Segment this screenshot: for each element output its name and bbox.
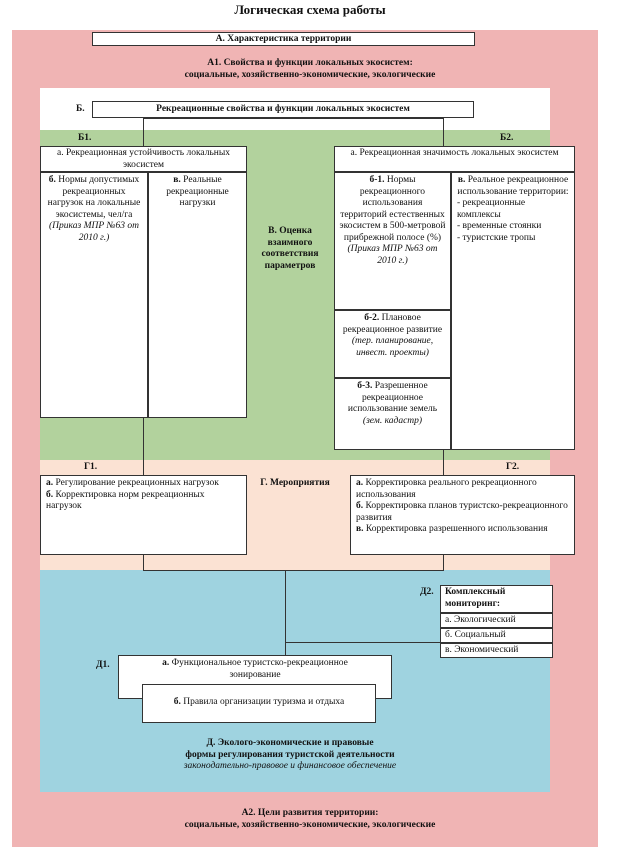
a2-text	[40, 808, 580, 831]
b2-v-item: - временные стоянки	[457, 221, 542, 231]
b2-b1-ref: (Приказ МПР №63 от 2010 г.)	[347, 244, 438, 266]
d1-a-text: Функциональное туристско-рекреационное зонирование	[171, 658, 348, 680]
g2-box	[350, 475, 575, 555]
a1-line1: А1. Свойства и функции локальных экосистем:	[207, 58, 413, 68]
d-line1: Д. Эколого-экономические и правовые	[206, 738, 374, 748]
a2-line2: социальные, хозяйственно-экономические, экологические	[184, 819, 436, 830]
b2-b1-text: Нормы рекреационного использования территорий естественных экосистем в 500-метровой прибрежной полосе (%)	[339, 175, 446, 243]
g2-v-text: Корректировка разрешенного использования	[365, 524, 548, 534]
connector-line	[285, 642, 440, 643]
connector-line	[443, 118, 444, 146]
g1-b-text: Корректировка норм рекреационных нагрузок	[46, 489, 205, 511]
b1-b-box	[40, 172, 148, 418]
d1-b-text: Правила организации туризма и отдыха	[183, 697, 345, 707]
connector-line	[443, 450, 444, 475]
g2-a-letter: а.	[356, 478, 364, 488]
b2-b1-box	[334, 172, 451, 310]
g1-letter: Г1.	[84, 462, 98, 472]
v-assessment-text	[250, 226, 330, 272]
d-line3: законодательно-правовое и финансовое обеспечение	[183, 761, 397, 771]
b2-b3-letter: б-3.	[357, 381, 373, 391]
d-text	[100, 738, 480, 773]
b1-v-letter: в.	[173, 175, 181, 185]
d2-letter: Д2.	[420, 587, 434, 597]
b2-a-box: а. Рекреационная значимость локальных экосистем	[334, 146, 575, 172]
g1-b	[46, 490, 241, 513]
b1-b-letter: б.	[48, 175, 56, 185]
b-title-box: Рекреационные свойства и функции локальных экосистем	[92, 101, 474, 118]
d2-item: а. Экологический	[440, 613, 553, 628]
g2-b-letter: б.	[356, 501, 364, 511]
b2-b2-letter: б-2.	[364, 313, 380, 323]
g1-a-letter: а.	[46, 478, 54, 488]
a2-line1: А2. Цели развития территории:	[241, 808, 379, 818]
g1-a-text: Регулирование рекреационных нагрузок	[55, 478, 219, 488]
connector-line	[143, 118, 144, 146]
d1-a-letter: а.	[162, 658, 170, 668]
page-title: Логическая схема работы	[234, 2, 386, 17]
b2-letter: Б2.	[500, 133, 514, 143]
v-line2: взаимного	[267, 237, 313, 248]
g2-b	[356, 501, 569, 524]
b2-v-item: - рекреационные комплексы	[457, 198, 526, 220]
b2-v-text: Реальное рекреационное использование территории:	[457, 175, 569, 197]
b1-b-ref: (Приказ МПР №63 от 2010 г.)	[49, 221, 139, 243]
b2-v-item: - туристские тропы	[457, 232, 536, 243]
a1-line2: социальные, хозяйственно-экономические, экологические	[184, 69, 436, 80]
a1-text	[40, 58, 580, 81]
g2-v-letter: в.	[356, 524, 364, 534]
b2-b3-text: Разрешенное рекреационное использование земель	[347, 381, 438, 414]
g2-letter: Г2.	[506, 462, 520, 472]
g2-b-text: Корректировка планов туристско-рекреационного развития	[356, 501, 568, 523]
b2-b3-ref: (зем. кадастр)	[362, 415, 423, 426]
d-line2: формы регулирования туристской деятельности	[185, 749, 395, 760]
connector-line	[443, 555, 444, 571]
connector-line	[143, 118, 443, 119]
v-line4: параметров	[264, 260, 316, 271]
b1-letter: Б1.	[78, 133, 92, 143]
a-characteristic-box: А. Характеристика территории	[92, 32, 475, 46]
d1-b-box	[142, 684, 376, 723]
d2-item: в. Экономический	[440, 643, 553, 658]
d1-b-letter: б.	[173, 697, 181, 707]
connector-line	[143, 570, 443, 571]
g1-a	[46, 478, 241, 490]
b2-b3-box	[334, 378, 451, 450]
b1-v-text: Реальные рекреационные нагрузки	[166, 175, 229, 208]
b1-a-box: а. Рекреационная устойчивость локальных экосистем	[40, 146, 247, 172]
g2-a-text: Корректировка реального рекреационного использования	[356, 478, 537, 500]
g-measures-text: Г. Мероприятия	[260, 478, 330, 488]
b2-v-letter: в.	[457, 175, 466, 185]
g1-b-letter: б.	[46, 489, 54, 500]
v-line1: В. Оценка	[268, 226, 312, 236]
b2-b1-letter: б-1.	[369, 175, 385, 185]
b2-v-box	[451, 172, 575, 450]
b1-v-box	[148, 172, 247, 418]
b2-b2-ref: (тер. планирование, инвест. проекты)	[351, 336, 434, 358]
d2-item: б. Социальный	[440, 628, 553, 643]
v-line3: соответствия	[261, 249, 319, 259]
b1-b-text: Нормы допустимых рекреационных нагрузок на локальные экосистемы, чел/га	[47, 175, 141, 220]
b2-b2-text: Плановое рекреационное развитие	[342, 313, 443, 335]
d2-title-box: Комплексный мониторинг:	[440, 585, 553, 613]
g2-v	[356, 524, 569, 536]
g1-box	[40, 475, 247, 555]
b-letter: Б.	[76, 104, 85, 114]
g2-a	[356, 478, 569, 501]
b2-b2-box	[334, 310, 451, 378]
d1-letter: Д1.	[96, 660, 110, 670]
